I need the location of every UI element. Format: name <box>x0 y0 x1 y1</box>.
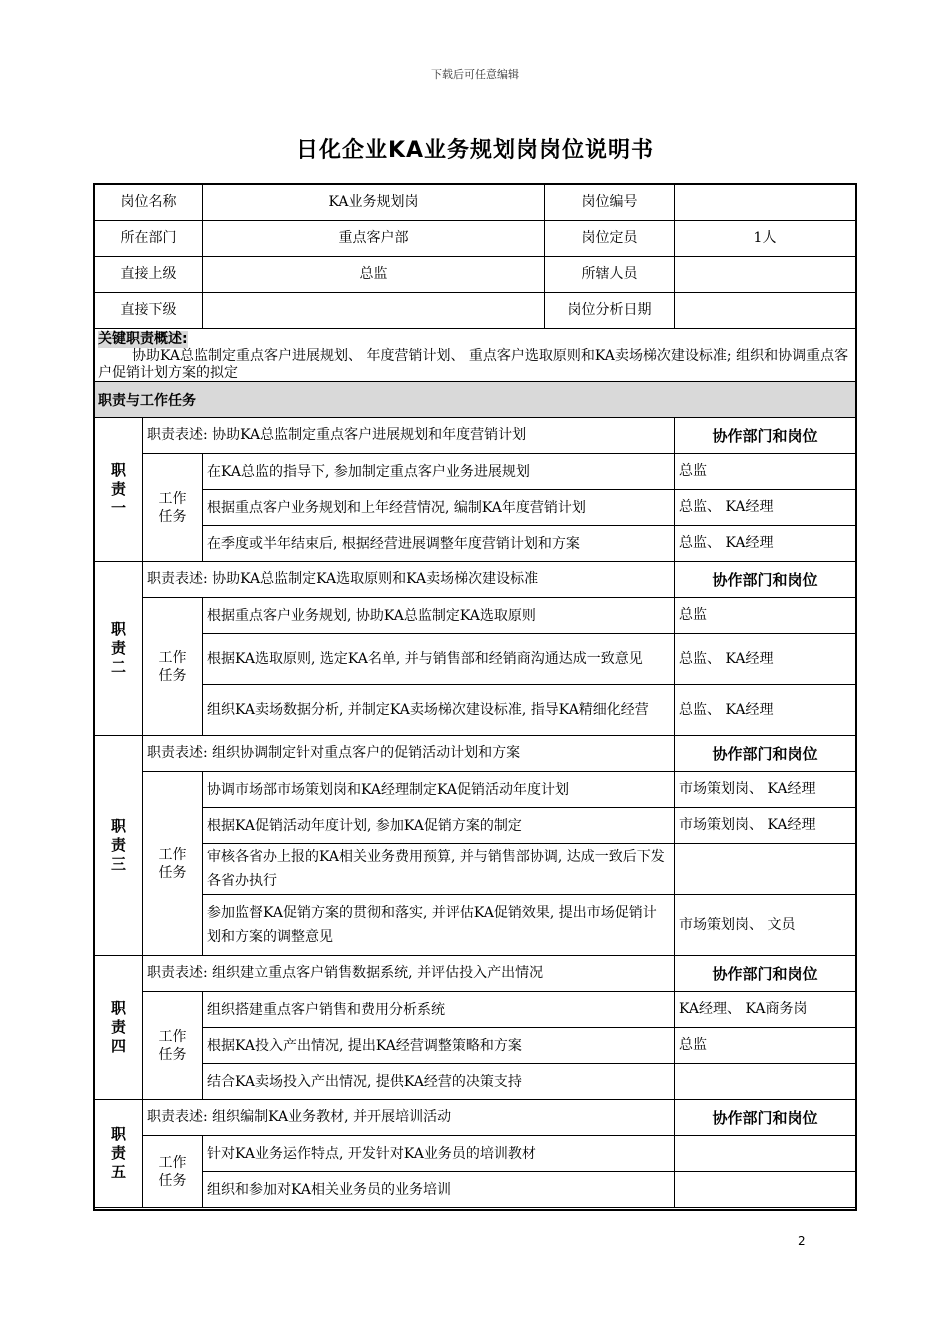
task-cell <box>203 598 675 634</box>
coop-cell: 市场策划岗、 KA经理 <box>675 772 855 808</box>
coop-cell: 总监、 KA经理 <box>675 685 855 736</box>
coop-cell <box>675 1136 855 1172</box>
task-text: 根据KA促销活动年度计划, 参加KA促销方案的制定 <box>207 817 522 834</box>
duty-label-text: 职责三 <box>110 817 126 873</box>
document-title: 日化企业KA业务规划岗岗位说明书 <box>295 138 655 163</box>
download-note: 下载后可任意编辑 <box>431 68 519 81</box>
task-cell <box>203 895 675 956</box>
task-text: 组织KA卖场数据分析, 并制定KA卖场梯次建设标准, 指导KA精细化经营 <box>207 702 649 718</box>
coop-cell: KA经理、 KA商务岗 <box>675 992 855 1028</box>
work-task-label <box>143 772 203 956</box>
post-code-value <box>675 185 855 221</box>
duty-statement: 职责表述: 协助KA总监制定KA选取原则和KA卖场梯次建设标准 <box>143 562 675 598</box>
task-text: 根据重点客户业务规划和上年经营情况, 编制KA年度营销计划 <box>207 499 586 516</box>
duty-label-text: 职责四 <box>110 999 126 1055</box>
duty-label <box>95 736 143 956</box>
work-task-label-text: 工作任务 <box>158 846 187 881</box>
task-text: 参加监督KA促销方案的贯彻和落实, 并评估KA促销效果, 提出市场促销计划和方案的调整意见 <box>207 905 657 945</box>
post-code-label: 岗位编号 <box>545 185 675 221</box>
work-task-label <box>143 454 203 562</box>
duty-statement: 职责表述: 组织协调制定针对重点客户的促销活动计划和方案 <box>143 736 675 772</box>
task-cell <box>203 1136 675 1172</box>
subordinate-label: 直接下级 <box>95 293 203 329</box>
post-name-label: 岗位名称 <box>95 185 203 221</box>
duty-label <box>95 1100 143 1208</box>
coop-cell <box>675 1064 855 1100</box>
coop-cell <box>675 844 855 895</box>
dept-value: 重点客户部 <box>203 221 545 257</box>
task-cell <box>203 992 675 1028</box>
task-cell <box>203 1028 675 1064</box>
task-cell <box>203 808 675 844</box>
task-text: 根据KA投入产出情况, 提出KA经营调整策略和方案 <box>207 1037 522 1054</box>
task-text: 在季度或半年结束后, 根据经营进展调整年度营销计划和方案 <box>207 535 580 552</box>
duty-label <box>95 956 143 1100</box>
task-text: 结合KA卖场投入产出情况, 提供KA经营的决策支持 <box>207 1073 522 1090</box>
superior-label: 直接上级 <box>95 257 203 293</box>
duty-statement: 职责表述: 协助KA总监制定重点客户进展规划和年度营销计划 <box>143 418 675 454</box>
task-cell <box>203 1172 675 1208</box>
duty-label <box>95 418 143 562</box>
summary-label: 关键职责概述: <box>98 331 188 347</box>
work-task-label-text: 工作任务 <box>158 490 187 525</box>
coop-cell: 市场策划岗、 KA经理 <box>675 808 855 844</box>
subordinate-value <box>203 293 545 329</box>
headcount-label: 岗位定员 <box>545 221 675 257</box>
coop-header: 协作部门和岗位 <box>675 1100 855 1136</box>
work-task-label <box>143 992 203 1100</box>
coop-header: 协作部门和岗位 <box>675 736 855 772</box>
coop-cell: 总监 <box>675 1028 855 1064</box>
task-cell <box>203 1064 675 1100</box>
work-task-label <box>143 598 203 736</box>
coop-cell: 总监 <box>675 454 855 490</box>
task-text: 协调市场部市场策划岗和KA经理制定KA促销活动年度计划 <box>207 781 570 798</box>
superior-value: 总监 <box>203 257 545 293</box>
coop-cell: 总监、 KA经理 <box>675 526 855 562</box>
coop-cell: 总监 <box>675 598 855 634</box>
coop-cell: 总监、 KA经理 <box>675 490 855 526</box>
task-text: 组织搭建重点客户销售和费用分析系统 <box>207 1001 445 1018</box>
summary-text: 协助KA总监制定重点客户进展规划、 年度营销计划、 重点客户选取原则和KA卖场梯次建设标准; 组织和协调重点客户促销计划方案的拟定 <box>98 348 849 381</box>
work-task-label-text: 工作任务 <box>158 649 187 684</box>
dept-label: 所在部门 <box>95 221 203 257</box>
task-cell <box>203 772 675 808</box>
coop-cell <box>675 1172 855 1208</box>
coop-cell: 总监、 KA经理 <box>675 634 855 685</box>
task-cell <box>203 844 675 895</box>
page-number: 2 <box>798 1234 806 1248</box>
key-duties-summary <box>95 329 855 382</box>
duties-header <box>95 382 855 418</box>
task-text: 根据KA选取原则, 选定KA名单, 并与销售部和经销商沟通达成一致意见 <box>207 651 643 667</box>
analysis-date-label: 岗位分析日期 <box>545 293 675 329</box>
analysis-date-value <box>675 293 855 329</box>
duty-statement: 职责表述: 组织编制KA业务教材, 并开展培训活动 <box>143 1100 675 1136</box>
task-text: 组织和参加对KA相关业务员的业务培训 <box>207 1181 452 1198</box>
duty-label-text: 职责一 <box>110 461 126 517</box>
coop-cell: 市场策划岗、 文员 <box>675 895 855 956</box>
duties-header-label: 职责与工作任务 <box>98 392 196 409</box>
headcount-value: 1人 <box>675 221 855 257</box>
task-cell <box>203 454 675 490</box>
coop-header: 协作部门和岗位 <box>675 562 855 598</box>
task-cell <box>203 685 675 736</box>
duty-label-text: 职责二 <box>110 620 126 676</box>
coop-header: 协作部门和岗位 <box>675 418 855 454</box>
duty-label <box>95 562 143 736</box>
task-text: 针对KA业务运作特点, 开发针对KA业务员的培训教材 <box>207 1145 536 1162</box>
task-text: 在KA总监的指导下, 参加制定重点客户业务进展规划 <box>207 463 530 480</box>
coop-header: 协作部门和岗位 <box>675 956 855 992</box>
task-cell <box>203 634 675 685</box>
duty-label-text: 职责五 <box>110 1125 126 1181</box>
work-task-label-text: 工作任务 <box>158 1028 187 1063</box>
job-description-table <box>93 183 857 1211</box>
post-name-value: KA业务规划岗 <box>203 185 545 221</box>
task-cell <box>203 526 675 562</box>
work-task-label-text: 工作任务 <box>158 1154 187 1189</box>
work-task-label <box>143 1136 203 1208</box>
task-cell <box>203 490 675 526</box>
task-text: 审核各省办上报的KA相关业务费用预算, 并与销售部协调, 达成一致后下发各省办执行 <box>207 849 665 889</box>
subordinates-count-value <box>675 257 855 293</box>
duty-statement: 职责表述: 组织建立重点客户销售数据系统, 并评估投入产出情况 <box>143 956 675 992</box>
subordinates-count-label: 所辖人员 <box>545 257 675 293</box>
task-text: 根据重点客户业务规划, 协助KA总监制定KA选取原则 <box>207 607 536 624</box>
